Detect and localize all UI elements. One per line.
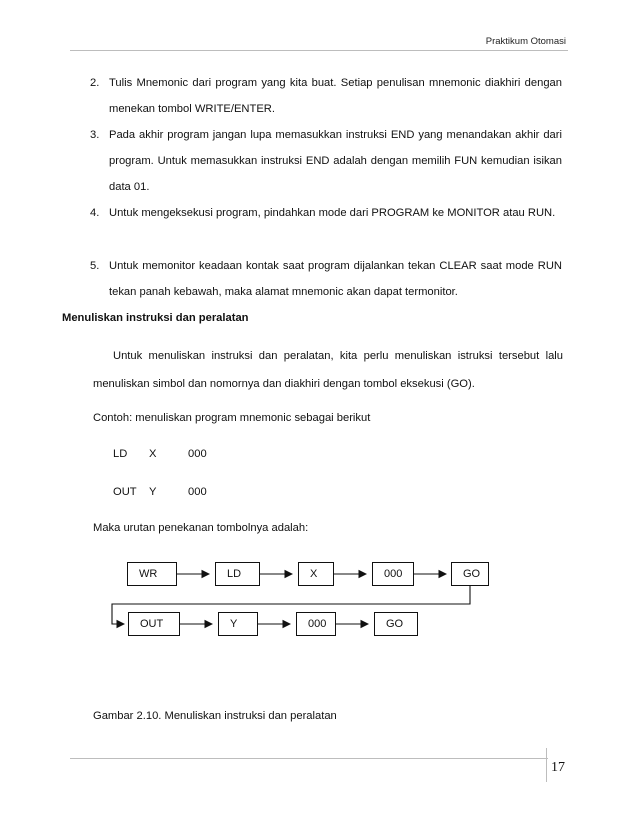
- flow-key-go: GO: [374, 612, 418, 636]
- figure-caption: Gambar 2.10. Menuliskan instruksi dan peralatan: [93, 710, 337, 722]
- flow-key-wr: WR: [127, 562, 177, 586]
- list-text: Pada akhir program jangan lupa memasukkan instruksi END yang menandakan akhir dari program. Untuk memasukkan instruksi END adalah dengan memilih FUN kemudian isikan data 01.: [109, 129, 562, 193]
- code-device: X: [149, 448, 157, 460]
- flow-key-out: OUT: [128, 612, 180, 636]
- sequence-intro: Maka urutan penekanan tombolnya adalah:: [93, 522, 309, 534]
- list-text: Untuk mengeksekusi program, pindahkan mode dari PROGRAM ke MONITOR atau RUN.: [109, 207, 556, 219]
- flow-key-y: Y: [218, 612, 258, 636]
- list-number: 5.: [90, 260, 100, 272]
- list-text: Untuk memonitor keadaan kontak saat program dijalankan tekan CLEAR saat mode RUN tekan panah kebawah, maka alamat mnemonic akan dapat termonitor.: [109, 260, 562, 298]
- code-instruction: OUT: [113, 486, 137, 498]
- flow-key-000: 000: [372, 562, 414, 586]
- flow-key-go: GO: [451, 562, 489, 586]
- list-number: 3.: [90, 129, 100, 141]
- example-intro: Contoh: menuliskan program mnemonic sebagai berikut: [93, 412, 371, 424]
- flow-key-ld: LD: [215, 562, 260, 586]
- code-instruction: LD: [113, 448, 128, 460]
- flow-key-x: X: [298, 562, 334, 586]
- list-text: Tulis Mnemonic dari program yang kita buat. Setiap penulisan mnemonic diakhiri dengan menekan tombol WRITE/ENTER.: [109, 77, 562, 115]
- body-paragraph: Untuk menuliskan instruksi dan peralatan, kita perlu menuliskan istruksi tersebut lalu menuliskan simbol dan nomornya dan diakhiri dengan tombol eksekusi (GO).: [93, 350, 563, 390]
- footer-rule: [70, 758, 548, 759]
- flow-key-000: 000: [296, 612, 336, 636]
- running-header: Praktikum Otomasi: [485, 36, 566, 47]
- page-number: 17: [551, 760, 565, 775]
- section-title: Menuliskan instruksi dan peralatan: [62, 312, 249, 324]
- list-number: 2.: [90, 77, 100, 89]
- code-number: 000: [188, 486, 207, 498]
- code-device: Y: [149, 486, 157, 498]
- list-number: 4.: [90, 207, 100, 219]
- code-number: 000: [188, 448, 207, 460]
- footer-divider: [546, 748, 547, 782]
